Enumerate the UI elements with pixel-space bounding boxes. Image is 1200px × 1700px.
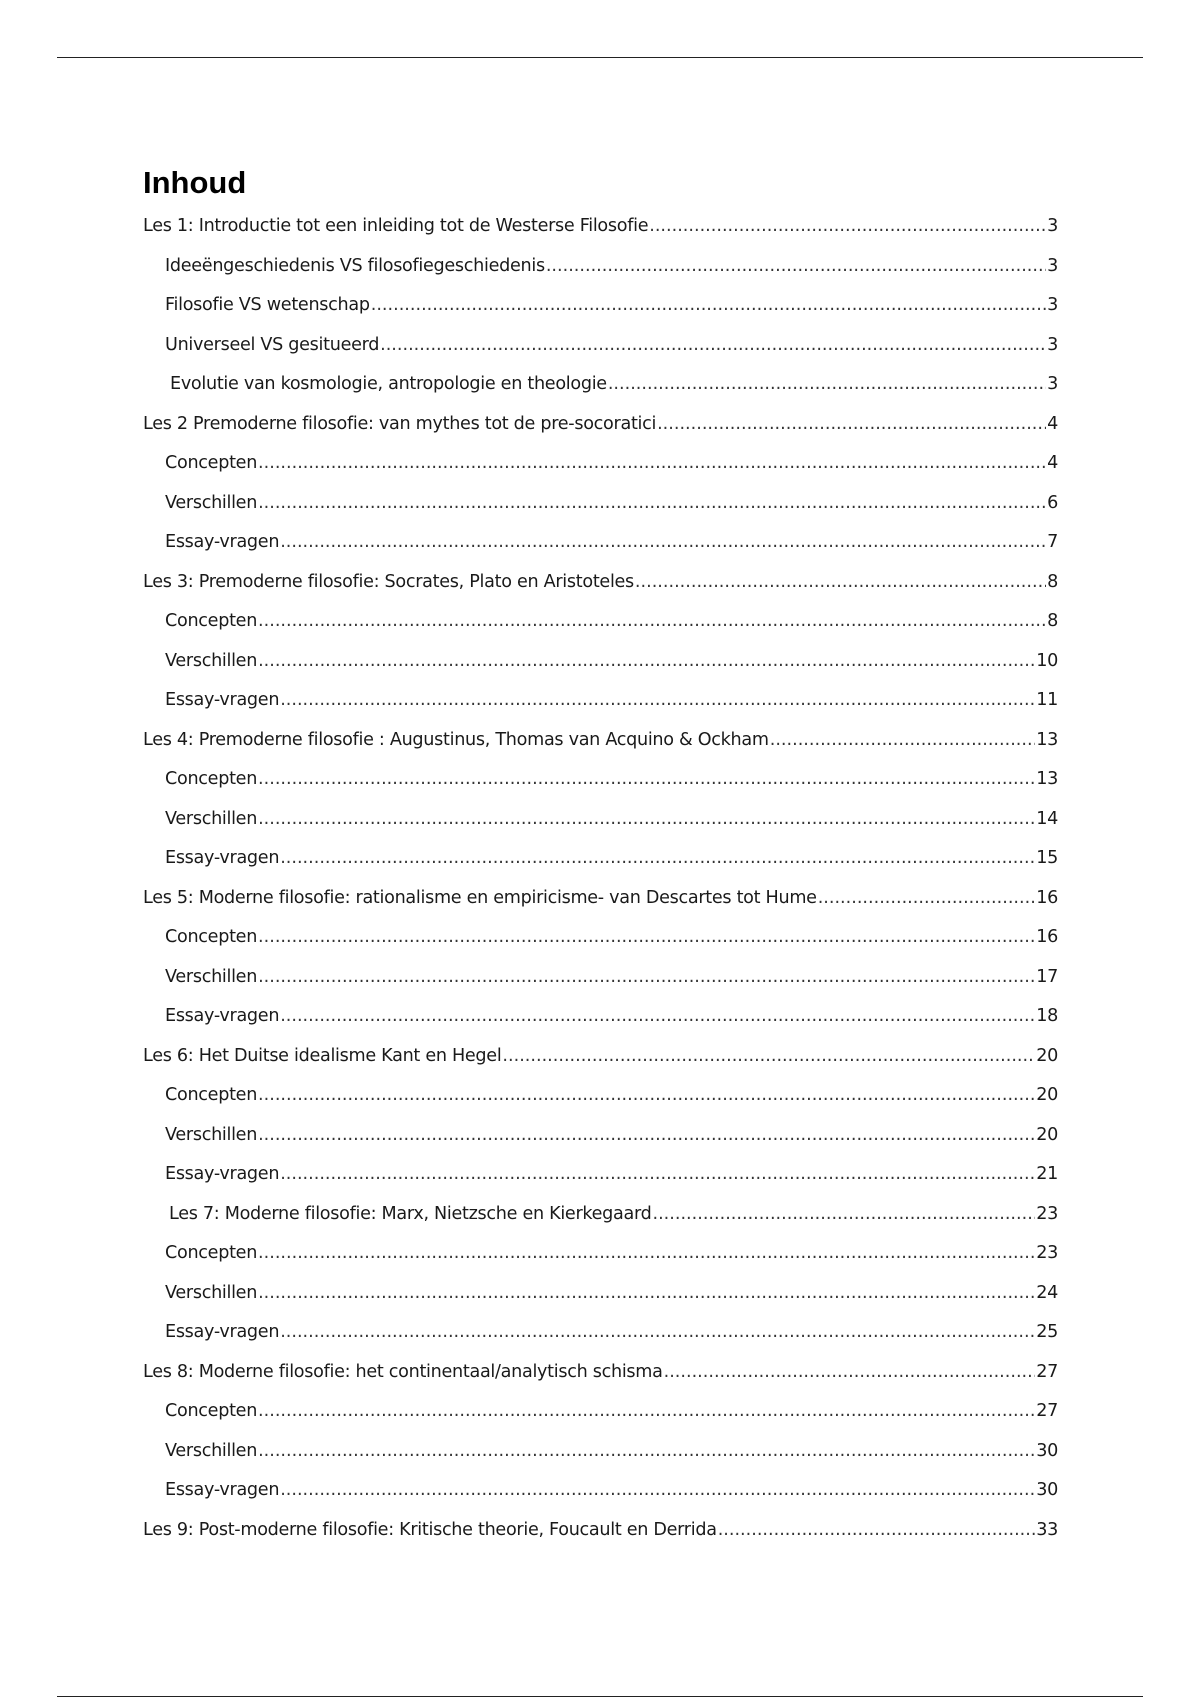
toc-entry-label: Concepten xyxy=(165,1243,258,1263)
toc-page-number: 33 xyxy=(1036,1519,1058,1540)
toc-entry-label: Concepten xyxy=(165,453,258,473)
toc-entry[interactable] xyxy=(143,1362,1058,1402)
toc-entry[interactable] xyxy=(143,611,1058,651)
toc-entry-label: Essay-vragen xyxy=(165,1480,280,1500)
toc-dot-leader xyxy=(258,809,1035,829)
toc-entry-label: Les 3: Premoderne filosofie: Socrates, Plato en Aristoteles xyxy=(143,571,634,592)
toc-page-number: 3 xyxy=(1047,255,1058,276)
toc-page-number: 17 xyxy=(1036,966,1058,987)
toc-entry[interactable] xyxy=(143,295,1058,335)
toc-entry-label: Concepten xyxy=(165,927,258,947)
toc-dot-leader xyxy=(258,651,1035,671)
toc-entry-label: Verschillen xyxy=(165,650,258,671)
toc-entry-label: Verschillen xyxy=(165,966,258,987)
toc-dot-leader xyxy=(280,1164,1035,1184)
toc-entry-label: Evolutie van kosmologie, antropologie en theologie xyxy=(170,374,607,394)
toc-entry[interactable] xyxy=(143,651,1058,691)
toc-page-number: 3 xyxy=(1047,334,1058,355)
toc-page-number: 27 xyxy=(1036,1401,1058,1421)
toc-dot-leader xyxy=(280,1480,1035,1500)
toc-entry-label: Verschillen xyxy=(165,492,258,513)
toc-entry[interactable] xyxy=(143,374,1058,414)
toc-entry-label: Les 4: Premoderne filosofie : Augustinus, Thomas van Acquino & Ockham xyxy=(143,729,769,750)
toc-dot-leader xyxy=(502,1046,1035,1066)
toc-dot-leader xyxy=(649,216,1046,236)
toc-dot-leader xyxy=(770,730,1035,750)
toc-entry[interactable] xyxy=(143,493,1058,533)
toc-entry[interactable] xyxy=(143,532,1058,572)
toc-entry-label: Essay-vragen xyxy=(165,532,280,552)
toc-entry[interactable] xyxy=(143,1204,1058,1244)
toc-entry[interactable] xyxy=(143,453,1058,493)
toc-page-number: 25 xyxy=(1036,1322,1058,1342)
toc-dot-leader xyxy=(258,611,1046,631)
toc-dot-leader xyxy=(608,374,1046,394)
toc-page-number: 10 xyxy=(1036,650,1058,671)
toc-entry-label: Les 6: Het Duitse idealisme Kant en Hegel xyxy=(143,1045,502,1066)
toc-dot-leader xyxy=(657,414,1046,434)
toc-dot-leader xyxy=(258,1243,1035,1263)
toc-entry-label: Les 5: Moderne filosofie: rationalisme en empiricisme- van Descartes tot Hume xyxy=(143,887,817,908)
toc-entry[interactable] xyxy=(143,1085,1058,1125)
toc-entry-label: Verschillen xyxy=(165,808,258,829)
toc-page-number: 8 xyxy=(1047,571,1058,592)
toc-page-number: 20 xyxy=(1036,1085,1058,1105)
toc-page-number: 3 xyxy=(1047,374,1058,394)
toc-entry[interactable] xyxy=(143,1164,1058,1204)
toc-dot-leader xyxy=(258,1441,1035,1461)
toc-page-number: 30 xyxy=(1036,1440,1058,1461)
toc-page-number: 11 xyxy=(1036,690,1058,710)
toc-entry[interactable] xyxy=(143,572,1058,612)
toc-entry[interactable] xyxy=(143,848,1058,888)
toc-entry[interactable] xyxy=(143,1125,1058,1165)
toc-entry-label: Verschillen xyxy=(165,1124,258,1145)
toc-entry-label: Concepten xyxy=(165,1401,258,1421)
toc-page-number: 21 xyxy=(1036,1164,1058,1184)
toc-entry-label: Les 2 Premoderne filosofie: van mythes tot de pre-socoratici xyxy=(143,413,657,434)
toc-page-number: 20 xyxy=(1036,1045,1058,1066)
toc-dot-leader xyxy=(664,1362,1036,1382)
toc-dot-leader xyxy=(258,493,1046,513)
toc-entry-label: Essay-vragen xyxy=(165,690,280,710)
toc-dot-leader xyxy=(380,335,1046,355)
toc-dot-leader xyxy=(258,1085,1035,1105)
toc-entry[interactable] xyxy=(143,809,1058,849)
toc-dot-leader xyxy=(258,1283,1035,1303)
toc-dot-leader xyxy=(718,1520,1036,1540)
table-of-contents xyxy=(143,164,1058,1559)
toc-page-number: 30 xyxy=(1036,1480,1058,1500)
toc-entry[interactable] xyxy=(143,414,1058,454)
toc-page-number: 24 xyxy=(1036,1282,1058,1303)
toc-entry-label: Essay-vragen xyxy=(165,1164,280,1184)
toc-dot-leader xyxy=(258,1125,1035,1145)
toc-title: Inhoud xyxy=(143,165,247,200)
toc-dot-leader xyxy=(258,1401,1035,1421)
toc-entry-label: Essay-vragen xyxy=(165,1322,280,1342)
toc-entry-label: Essay-vragen xyxy=(165,1006,280,1026)
footer-rule xyxy=(57,1696,1143,1697)
toc-entry[interactable] xyxy=(143,1243,1058,1283)
toc-page-number: 16 xyxy=(1036,887,1058,908)
toc-page-number: 6 xyxy=(1047,492,1058,513)
toc-entry[interactable] xyxy=(143,1401,1058,1441)
toc-dot-leader xyxy=(258,453,1046,473)
toc-page-number: 16 xyxy=(1036,927,1058,947)
toc-page-number: 23 xyxy=(1036,1203,1058,1224)
toc-dot-leader xyxy=(258,967,1035,987)
header-rule xyxy=(57,57,1143,58)
toc-entry[interactable] xyxy=(143,256,1058,296)
toc-page-number: 14 xyxy=(1036,808,1058,829)
toc-dot-leader xyxy=(280,848,1035,868)
toc-page-number: 8 xyxy=(1047,611,1058,631)
toc-entry-label: Concepten xyxy=(165,611,258,631)
toc-list xyxy=(143,216,1058,1559)
toc-page-number: 13 xyxy=(1036,729,1058,750)
toc-dot-leader xyxy=(280,1006,1035,1026)
toc-entry-label: Filosofie VS wetenschap xyxy=(165,295,370,315)
toc-entry-label: Les 1: Introductie tot een inleiding tot de Westerse Filosofie xyxy=(143,216,649,236)
toc-entry-label: Essay-vragen xyxy=(165,848,280,868)
toc-entry[interactable] xyxy=(143,1046,1058,1086)
toc-entry[interactable] xyxy=(143,927,1058,967)
toc-entry[interactable] xyxy=(143,1283,1058,1323)
toc-page-number: 20 xyxy=(1036,1124,1058,1145)
toc-entry[interactable] xyxy=(143,1480,1058,1520)
toc-entry-label: Ideeëngeschiedenis VS filosofiegeschiedenis xyxy=(165,255,545,276)
toc-entry[interactable] xyxy=(143,967,1058,1007)
toc-page-number: 3 xyxy=(1047,295,1058,315)
toc-page-number: 4 xyxy=(1047,453,1058,473)
toc-entry[interactable] xyxy=(143,769,1058,809)
toc-entry-label: Les 7: Moderne filosofie: Marx, Nietzsche en Kierkegaard xyxy=(169,1203,652,1224)
toc-entry[interactable] xyxy=(143,216,1058,256)
toc-page-number: 7 xyxy=(1047,532,1058,552)
toc-dot-leader xyxy=(653,1204,1036,1224)
toc-entry[interactable] xyxy=(143,1441,1058,1481)
toc-dot-leader xyxy=(258,927,1035,947)
toc-dot-leader xyxy=(258,769,1035,789)
toc-dot-leader xyxy=(371,295,1046,315)
toc-dot-leader xyxy=(635,572,1046,592)
toc-entry[interactable] xyxy=(143,1006,1058,1046)
toc-dot-leader xyxy=(280,532,1046,552)
toc-entry[interactable] xyxy=(143,1520,1058,1560)
toc-entry-label: Les 8: Moderne filosofie: het continentaal/analytisch schisma xyxy=(143,1361,663,1382)
toc-page-number: 13 xyxy=(1036,769,1058,789)
toc-dot-leader xyxy=(546,256,1046,276)
toc-dot-leader xyxy=(280,690,1035,710)
toc-page-number: 3 xyxy=(1047,216,1058,236)
toc-dot-leader xyxy=(280,1322,1035,1342)
toc-page-number: 4 xyxy=(1047,413,1058,434)
toc-entry-label: Les 9: Post-moderne filosofie: Kritische theorie, Foucault en Derrida xyxy=(143,1519,717,1540)
toc-entry[interactable] xyxy=(143,690,1058,730)
toc-entry[interactable] xyxy=(143,730,1058,770)
toc-page-number: 27 xyxy=(1036,1361,1058,1382)
toc-page-number: 23 xyxy=(1036,1243,1058,1263)
toc-entry[interactable] xyxy=(143,335,1058,375)
toc-dot-leader xyxy=(818,888,1036,908)
toc-entry-label: Concepten xyxy=(165,769,258,789)
toc-entry-label: Verschillen xyxy=(165,1282,258,1303)
toc-entry[interactable] xyxy=(143,888,1058,928)
toc-entry-label: Universeel VS gesitueerd xyxy=(165,334,380,355)
toc-page-number: 18 xyxy=(1036,1006,1058,1026)
toc-page-number: 15 xyxy=(1036,848,1058,868)
toc-entry[interactable] xyxy=(143,1322,1058,1362)
toc-entry-label: Verschillen xyxy=(165,1440,258,1461)
toc-entry-label: Concepten xyxy=(165,1085,258,1105)
